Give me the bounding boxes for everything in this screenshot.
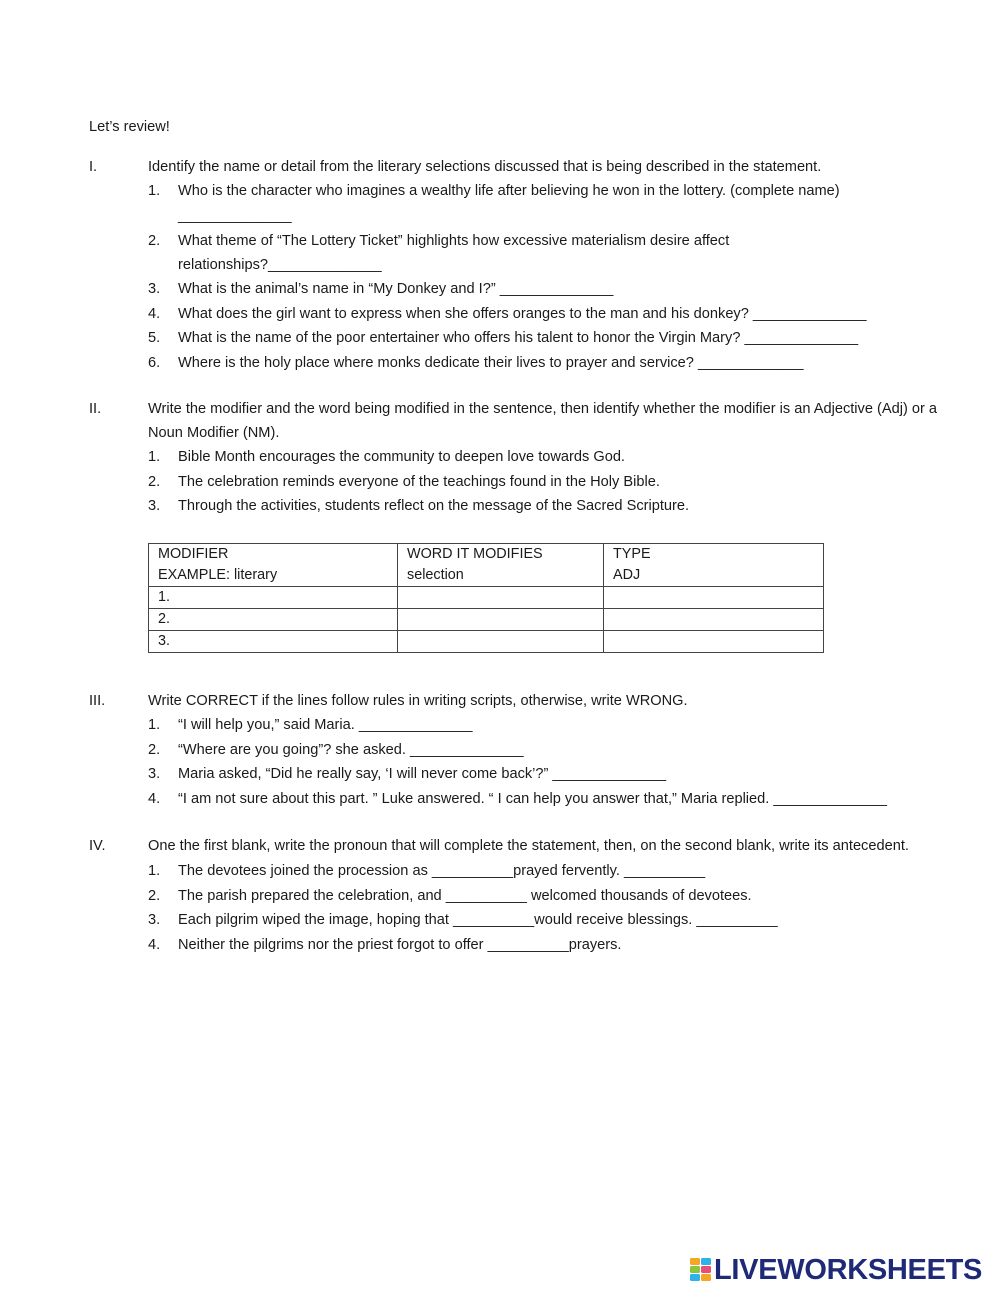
item-text[interactable]: “I am not sure about this part. ” Luke answered. “ I can help you answer that,” Maria replied. ______________ xyxy=(178,790,888,807)
item-number: 2. xyxy=(148,741,161,758)
item-text[interactable]: Each pilgrim wiped the image, hoping that __________would receive blessings. __________ xyxy=(178,912,778,929)
section-heading xyxy=(89,155,959,179)
item-number: 3. xyxy=(148,498,161,515)
logo-text: LIVEWORKSHEETS xyxy=(714,1253,983,1286)
answer-cell-type[interactable] xyxy=(604,587,824,609)
answer-cell-modifier[interactable]: 2. xyxy=(149,609,398,631)
section-instruction: Identify the name or detail from the literary selections discussed that is being described in the statement. xyxy=(148,159,822,175)
answer-cell-modifier[interactable]: 3. xyxy=(149,631,398,653)
item-number: 4. xyxy=(148,305,161,322)
answer-cell-type[interactable] xyxy=(604,609,824,631)
section-number: II. xyxy=(89,401,102,417)
section-instruction: One the first blank, write the pronoun that will complete the statement, then, on the second blank, write its antecedent. xyxy=(148,838,909,854)
answer-blank[interactable]: ______________ xyxy=(178,208,292,224)
section-instruction: Write the modifier and the word being modified in the sentence, then identify whether the modifier is an Adjective (Adj) or a Noun Modifier (NM). xyxy=(148,401,938,441)
item-number: 4. xyxy=(148,790,161,807)
section-instruction: Write CORRECT if the lines follow rules in writing scripts, otherwise, write WRONG. xyxy=(148,693,688,709)
list-item xyxy=(89,351,959,375)
modifier-table xyxy=(148,543,824,653)
item-number: 4. xyxy=(148,936,161,953)
list-item xyxy=(89,908,959,932)
liveworksheets-logo-icon xyxy=(690,1258,712,1282)
answer-cell-word[interactable] xyxy=(398,609,604,631)
section-1 xyxy=(89,155,959,375)
question-list xyxy=(89,713,959,811)
table-row xyxy=(149,609,824,631)
header-example: ADJ xyxy=(613,567,641,583)
answer-cell-modifier[interactable]: 1. xyxy=(149,587,398,609)
item-number: 1. xyxy=(148,183,161,199)
list-item xyxy=(89,787,959,811)
section-number: IV. xyxy=(89,838,106,854)
question-list xyxy=(89,445,959,518)
question-list xyxy=(89,179,959,375)
item-text[interactable]: What is the name of the poor entertainer who offers his talent to honor the Virgin Mary? ______________ xyxy=(178,330,859,347)
item-text[interactable]: Where is the holy place where monks dedicate their lives to prayer and service? _____________ xyxy=(178,354,804,371)
answer-cell-word[interactable] xyxy=(398,631,604,653)
section-number: I. xyxy=(89,159,98,175)
item-number: 1. xyxy=(148,717,161,733)
liveworksheets-logo xyxy=(690,1254,982,1286)
table-row xyxy=(149,587,824,609)
item-number: 2. xyxy=(148,232,161,249)
section-heading xyxy=(89,834,959,858)
item-text[interactable]: The devotees joined the procession as __________prayed fervently. __________ xyxy=(178,863,706,879)
table-row xyxy=(149,631,824,653)
header-cell-type xyxy=(604,544,824,587)
item-text: Who is the character who imagines a wealthy life after believing he won in the lottery. (complete name) xyxy=(178,183,840,199)
intro-text: Let’s review! xyxy=(89,119,170,135)
item-text[interactable]: “Where are you going”? she asked. ______________ xyxy=(178,741,524,758)
list-item xyxy=(89,302,959,326)
list-item xyxy=(89,884,959,908)
item-text[interactable]: The parish prepared the celebration, and __________ welcomed thousands of devotees. xyxy=(178,887,752,904)
header-cell-word xyxy=(398,544,604,587)
header-cell-modifier xyxy=(149,544,398,587)
section-number: III. xyxy=(89,693,106,709)
item-number: 1. xyxy=(148,449,161,465)
list-item xyxy=(89,933,959,957)
list-item xyxy=(89,470,959,494)
section-heading xyxy=(89,689,959,713)
item-text[interactable]: What does the girl want to express when she offers oranges to the man and his donkey? ______________ xyxy=(178,305,867,322)
list-item xyxy=(89,738,959,762)
list-item xyxy=(89,277,959,301)
item-text[interactable]: What is the animal’s name in “My Donkey and I?” ______________ xyxy=(178,281,614,298)
list-item xyxy=(89,445,959,469)
item-text: Bible Month encourages the community to deepen love towards God. xyxy=(178,449,625,465)
header-example: EXAMPLE: literary xyxy=(158,567,278,583)
header-label: WORD IT MODIFIES xyxy=(407,546,543,562)
item-number: 2. xyxy=(148,887,161,904)
header-label: TYPE xyxy=(613,546,651,562)
list-item xyxy=(89,494,959,518)
item-number: 5. xyxy=(148,330,161,347)
list-item xyxy=(89,859,959,883)
item-text: What theme of “The Lottery Ticket” highlights how excessive materialism desire affect xyxy=(178,232,730,249)
table-header-row xyxy=(149,544,824,587)
item-text[interactable]: “I will help you,” said Maria. ______________ xyxy=(178,717,473,733)
section-heading xyxy=(89,397,959,445)
item-number: 2. xyxy=(148,473,161,490)
item-number: 1. xyxy=(148,863,161,879)
item-text[interactable]: Neither the pilgrims nor the priest forgot to offer __________prayers. xyxy=(178,936,622,953)
item-text[interactable]: Maria asked, “Did he really say, ‘I will never come back’?” ______________ xyxy=(178,766,667,783)
item-number: 3. xyxy=(148,766,161,783)
section-4 xyxy=(89,834,959,957)
section-2 xyxy=(89,397,959,518)
header-label: MODIFIER xyxy=(158,546,229,562)
list-item xyxy=(89,713,959,737)
list-item xyxy=(89,762,959,786)
question-list xyxy=(89,859,959,957)
list-item xyxy=(89,326,959,350)
answer-cell-type[interactable] xyxy=(604,631,824,653)
list-item xyxy=(89,179,959,228)
section-3 xyxy=(89,689,959,811)
item-text: Through the activities, students reflect on the message of the Sacred Scripture. xyxy=(178,498,690,515)
item-number: 3. xyxy=(148,281,161,298)
item-number: 3. xyxy=(148,912,161,929)
item-text: The celebration reminds everyone of the teachings found in the Holy Bible. xyxy=(178,473,660,490)
header-example: selection xyxy=(407,567,464,583)
answer-blank[interactable]: relationships?______________ xyxy=(178,256,382,273)
answer-cell-word[interactable] xyxy=(398,587,604,609)
item-number: 6. xyxy=(148,354,161,371)
list-item xyxy=(89,229,959,277)
